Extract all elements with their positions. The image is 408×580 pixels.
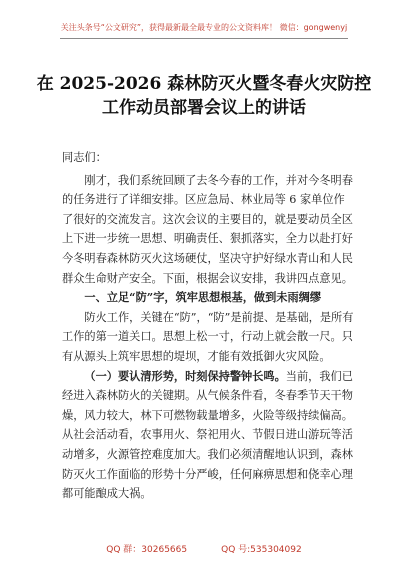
header-banner: 关注头条号“公文研究”，获得最新最全最专业的公文资料库！ 微信：gongwenyj [60,23,348,32]
footer-contacts [0,542,408,555]
title-line-1: 在 2025-2026 森林防灭火暨冬春火灾防控 [36,74,372,94]
footer-qq-number: QQ 号:535304092 [221,545,302,555]
title-line-2: 工作动员部署会议上的讲话 [102,98,306,118]
document-body [62,148,354,504]
section-1-heading: 一、立足“防”字，筑牢思想根基，做到未雨绸缪 [84,290,322,305]
intro-paragraph: 刚才，我们系统回顾了去冬今春的工作，并对今冬明春的任务进行了详细安排。区应急局、林业局等 6 家单位作了很好的交流发言。这次会议的主要目的，就是要动员全区上下进一步统一思想、明确责任、狠抓落实，全力以赴打好今冬明春森林防灭火这场硬仗，坚决守护好绿水青山和人民群众生命财产安全。下面，根据会议安排，我讲四点意见。 [62,173,353,285]
subsection-1-paragraph [62,367,354,504]
footer-qq-group: QQ 群：30265665 [106,545,188,555]
section-1-paragraph: 防火工作，关键在“防”，“防”是前提、是基础，是所有工作的第一道关口。思想上松一寸，行动上就会散一尺。只有从源头上筑牢思想的堤坝，才能有效抵御火灾风险。 [62,310,354,363]
header-divider [60,38,348,39]
salutation: 同志们： [62,151,107,164]
document-title [20,72,388,120]
subsection-1-lead: （一）要认清形势，时刻保持警钟长鸣。 [84,368,286,383]
subsection-1-text: 当前，我们已经进入森林防火的关键期。从气候条件看，冬春季节天干物燥，风力较大，林下可燃物载量增多，火险等级持续偏高。从社会活动看，农事用火、祭祀用火、节假日进山游玩等活动增多，火源管控难度加大。我们必须清醒地认识到，森林防灭火工作面临的形势十分严峻，任何麻痹思想和侥幸心理都可能酿成大祸。 [62,369,353,501]
